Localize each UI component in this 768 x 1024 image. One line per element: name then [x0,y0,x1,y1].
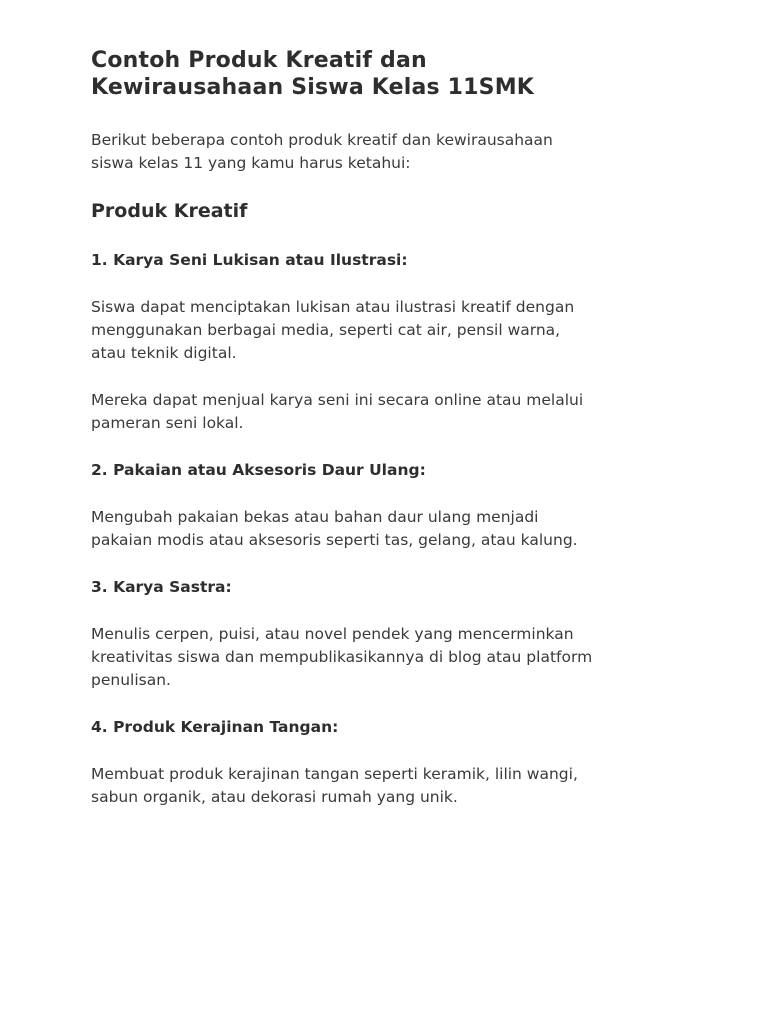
paragraph-line: kreativitas siswa dan mempublikasikannya di blog atau platform [91,648,593,666]
paragraph-line: Mengubah pakaian bekas atau bahan daur ulang menjadi [91,508,539,526]
item-3-paragraph-1 [91,623,708,692]
item-heading-4: 4. Produk Kerajinan Tangan: [91,718,339,736]
paragraph-line: penulisan. [91,671,171,689]
paragraph-line: pakaian modis atau aksesoris seperti tas, gelang, atau kalung. [91,531,578,549]
item-heading-1: 1. Karya Seni Lukisan atau Ilustrasi: [91,251,408,269]
section-heading: Produk Kreatif [91,200,248,222]
item-1-paragraph-1 [91,296,708,365]
intro-line-2: siswa kelas 11 yang kamu harus ketahui: [91,154,411,172]
paragraph-line: Siswa dapat menciptakan lukisan atau ilustrasi kreatif dengan [91,298,575,316]
paragraph-line: menggunakan berbagai media, seperti cat air, pensil warna, [91,321,561,339]
item-heading-2: 2. Pakaian atau Aksesoris Daur Ulang: [91,461,426,479]
title-line-2: Kewirausahaan Siswa Kelas 11SMK [91,75,535,100]
page-title [91,47,708,101]
paragraph-line: pameran seni lokal. [91,414,244,432]
paragraph-line: Menulis cerpen, puisi, atau novel pendek yang mencerminkan [91,625,574,643]
item-2-paragraph-1 [91,506,708,552]
item-heading-3: 3. Karya Sastra: [91,578,232,596]
item-1-paragraph-2 [91,389,708,435]
paragraph-line: atau teknik digital. [91,344,237,362]
paragraph-line: sabun organik, atau dekorasi rumah yang unik. [91,788,458,806]
intro-line-1: Berikut beberapa contoh produk kreatif dan kewirausahaan [91,131,553,149]
title-line-1: Contoh Produk Kreatif dan [91,48,427,73]
item-4-paragraph-1 [91,763,708,809]
paragraph-line: Mereka dapat menjual karya seni ini secara online atau melalui [91,391,584,409]
paragraph-line: Membuat produk kerajinan tangan seperti keramik, lilin wangi, [91,765,578,783]
intro-paragraph [91,129,708,175]
